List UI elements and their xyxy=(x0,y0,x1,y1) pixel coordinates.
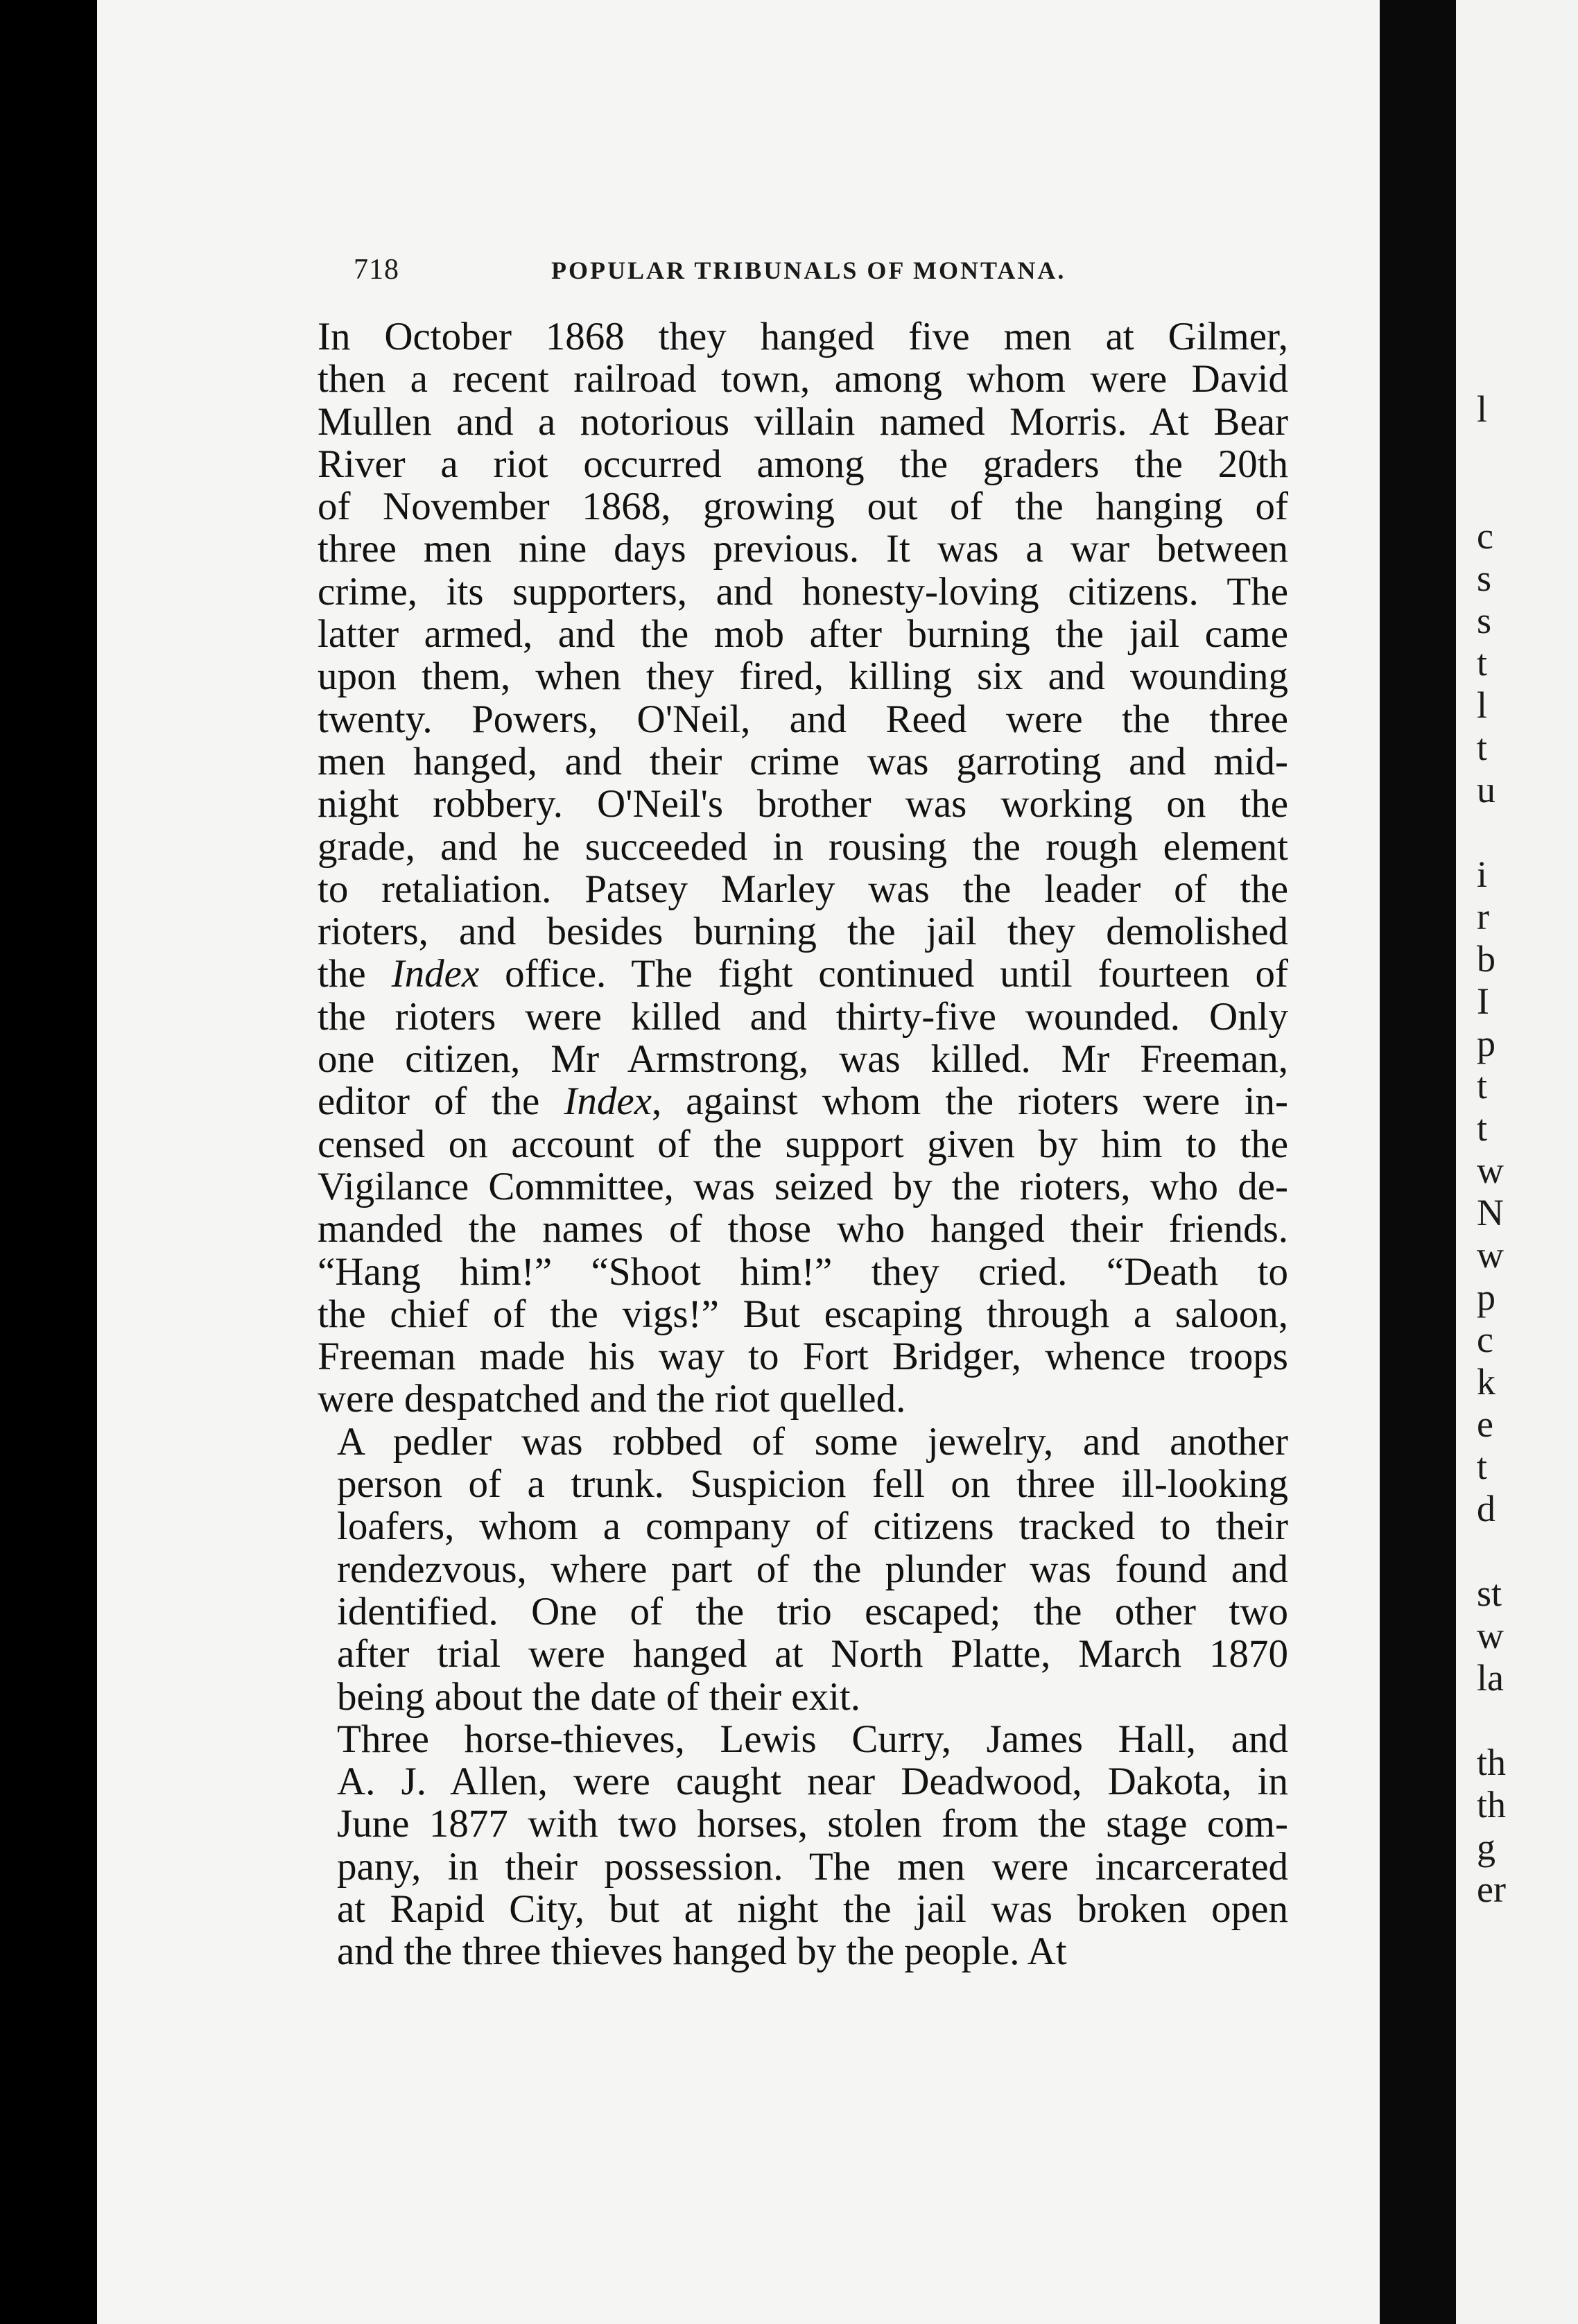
facing-page-fragment: c xyxy=(1477,515,1493,557)
body-text xyxy=(318,315,1288,1973)
text-line: rioters, and besides burning the jail they demolished xyxy=(318,910,1288,954)
text-line: person of a trunk. Suspicion fell on three ill-looking xyxy=(337,1462,1288,1507)
facing-page-fragment: w xyxy=(1477,1234,1504,1276)
facing-page-fragment: r xyxy=(1477,896,1489,937)
facing-page-fragment xyxy=(1477,1530,1506,1572)
facing-page-fragment: t xyxy=(1477,642,1488,684)
facing-page-fragment: st xyxy=(1477,1572,1502,1614)
facing-page-fragment: t xyxy=(1477,1065,1488,1107)
text-line: rendezvous, where part of the plunder was found and xyxy=(337,1547,1288,1591)
text-line: of November 1868, growing out of the hanging of xyxy=(318,485,1288,529)
book-gutter xyxy=(1380,0,1456,2324)
text-line: A. J. Allen, were caught near Deadwood, Dakota, in xyxy=(337,1760,1288,1804)
text-line: one citizen, Mr Armstrong, was killed. Mr Freeman, xyxy=(318,1037,1288,1082)
text-line: night robbery. O'Neil's brother was working on the xyxy=(318,782,1288,826)
text-line: A pedler was robbed of some jewelry, and another xyxy=(337,1419,1288,1464)
text-line: June 1877 with two horses, stolen from the stage com- xyxy=(337,1802,1288,1846)
text-line: In October 1868 they hanged five men at Gilmer, xyxy=(318,315,1288,358)
text-line: pany, in their possession. The men were incarcerated xyxy=(337,1844,1288,1889)
facing-page-fragment: p xyxy=(1477,1276,1495,1318)
facing-page-fragment: s xyxy=(1477,557,1492,599)
page-number: 718 xyxy=(354,254,399,286)
text-line: being about the date of their exit. xyxy=(337,1674,860,1719)
facing-page-fragment: t xyxy=(1477,727,1488,768)
facing-page-text-fragments xyxy=(1477,388,1506,1911)
text-line: River a riot occurred among the graders the 20th xyxy=(318,442,1288,486)
facing-page-fragment: I xyxy=(1477,980,1489,1022)
facing-page-fragment: th xyxy=(1477,1742,1507,1783)
facing-page-fragment: g xyxy=(1477,1826,1495,1868)
text-line: twenty. Powers, O'Neil, and Reed were the three xyxy=(318,697,1288,741)
text-line: “Hang him!” “Shoot him!” they cried. “Death to xyxy=(318,1249,1288,1294)
facing-page-fragment: d xyxy=(1477,1488,1495,1529)
paragraph-1 xyxy=(318,315,1288,1421)
paragraph-3 xyxy=(318,1718,1288,1973)
text-line: upon them, when they fired, killing six and wounding xyxy=(318,654,1288,699)
text-line: Vigilance Committee, was seized by the rioters, who de- xyxy=(318,1164,1288,1208)
text-line: grade, and he succeeded in rousing the rough element xyxy=(318,824,1288,869)
text-line: censed on account of the support given by him to the xyxy=(318,1122,1288,1166)
facing-page-fragment xyxy=(1477,431,1506,473)
text-line: editor of the Index, against whom the rioters were in- xyxy=(318,1079,1288,1124)
facing-page-fragment: N xyxy=(1477,1192,1504,1233)
paragraph-2 xyxy=(318,1421,1288,1718)
text-line: latter armed, and the mob after burning the jail came xyxy=(318,612,1288,657)
text-line: crime, its supporters, and honesty-loving citizens. The xyxy=(318,569,1288,614)
facing-page-fragment: e xyxy=(1477,1403,1493,1445)
text-line: the rioters were killed and thirty-five wounded. Only xyxy=(318,994,1288,1039)
text-line: Mullen and a notorious villain named Morris. At Bear xyxy=(318,399,1288,444)
facing-page-fragment: u xyxy=(1477,769,1495,810)
facing-page-edge xyxy=(1456,0,1578,2324)
facing-page-fragment: t xyxy=(1477,1446,1488,1487)
text-line: the chief of the vigs!” But escaping through a saloon, xyxy=(318,1292,1288,1336)
facing-page-fragment: t xyxy=(1477,1107,1488,1149)
running-title: POPULAR TRIBUNALS OF MONTANA. xyxy=(551,257,1066,284)
facing-page-fragment: w xyxy=(1477,1615,1504,1656)
facing-page-fragment: th xyxy=(1477,1784,1507,1826)
text-line: at Rapid City, but at night the jail was broken open xyxy=(337,1887,1288,1931)
running-head xyxy=(354,253,1324,302)
facing-page-fragment: i xyxy=(1477,853,1488,895)
text-line: the Index office. The fight continued until fourteen of xyxy=(318,952,1288,996)
facing-page-fragment: p xyxy=(1477,1023,1495,1064)
text-line: men hanged, and their crime was garroting and mid- xyxy=(318,739,1288,783)
facing-page-fragment: k xyxy=(1477,1361,1495,1403)
facing-page-fragment xyxy=(1477,1699,1506,1742)
text-line: then a recent railroad town, among whom were David xyxy=(318,357,1288,401)
facing-page-fragment: er xyxy=(1477,1868,1506,1910)
facing-page-fragment: b xyxy=(1477,938,1495,980)
facing-page-fragment: l xyxy=(1477,684,1488,726)
facing-page-fragment: c xyxy=(1477,1319,1493,1360)
text-line: were despatched and the riot quelled. xyxy=(318,1377,906,1421)
text-line: Freeman made his way to Fort Bridger, whence troops xyxy=(318,1335,1288,1379)
text-line: and the three thieves hanged by the people. At xyxy=(337,1930,1067,1974)
text-line: three men nine days previous. It was a war between xyxy=(318,527,1288,571)
text-line: loafers, whom a company of citizens tracked to their xyxy=(337,1504,1288,1549)
text-line: identified. One of the trio escaped; the other two xyxy=(337,1589,1288,1633)
text-line: Three horse-thieves, Lewis Curry, James Hall, and xyxy=(337,1717,1288,1761)
text-line: to retaliation. Patsey Marley was the leader of the xyxy=(318,867,1288,911)
facing-page-fragment xyxy=(1477,811,1506,853)
text-line: manded the names of those who hanged their friends. xyxy=(318,1207,1288,1251)
text-line: after trial were hanged at North Platte, March 1870 xyxy=(337,1632,1288,1676)
facing-page-fragment: w xyxy=(1477,1150,1504,1191)
facing-page-fragment xyxy=(1477,473,1506,515)
facing-page-fragment: s xyxy=(1477,600,1492,641)
facing-page-fragment: l xyxy=(1477,388,1488,430)
facing-page-fragment: la xyxy=(1477,1657,1504,1699)
